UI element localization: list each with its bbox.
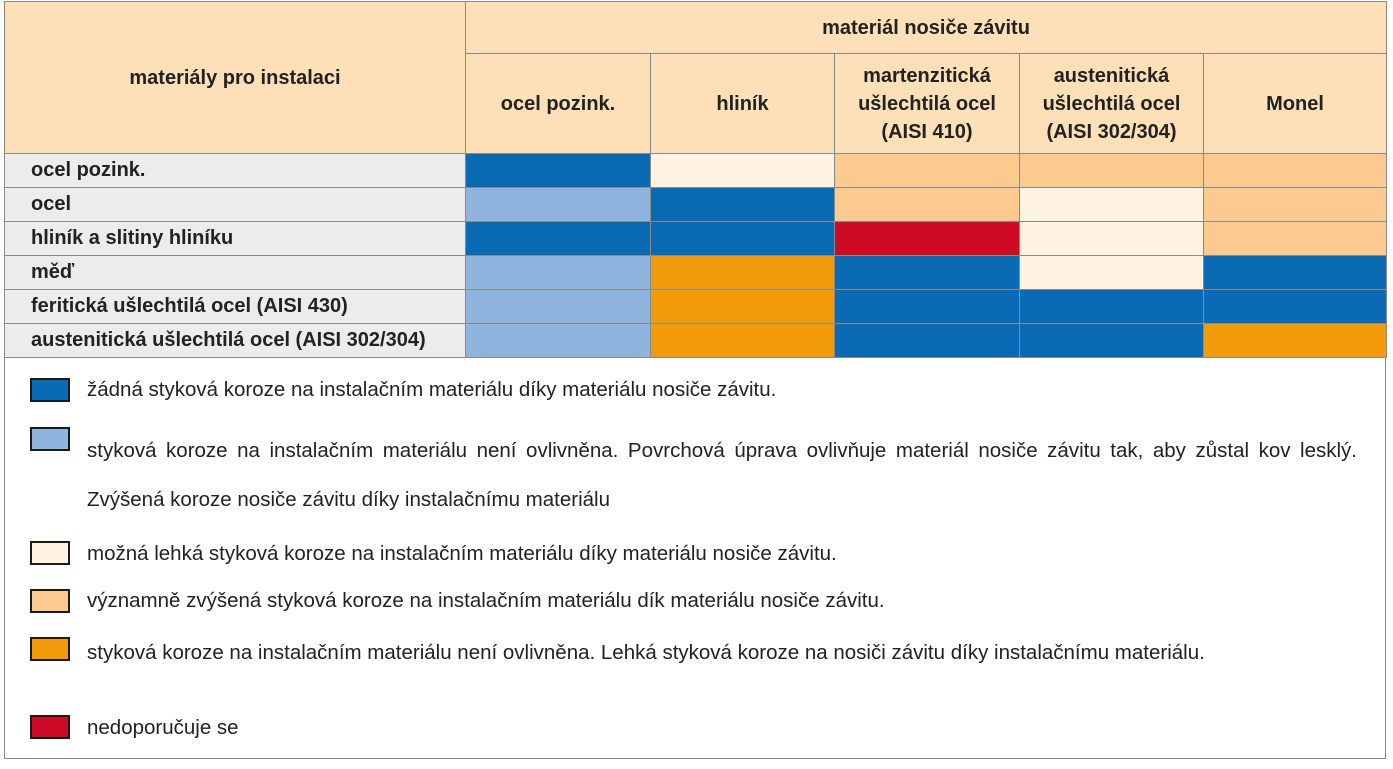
table-row xyxy=(5,290,1387,324)
row-label: ocel pozink. xyxy=(5,154,466,188)
column-header-line: ocel pozink. xyxy=(500,92,616,115)
legend-text: možná lehká styková koroze na instalačním materiálu díky materiálu nosiče závitu. xyxy=(87,542,837,565)
row-label: austenitická ušlechtilá ocel (AISI 302/304) xyxy=(5,324,466,358)
legend-swatch-cream xyxy=(30,541,70,565)
legend-text: nedoporučuje se xyxy=(87,716,239,739)
matrix-cell-dark-blue xyxy=(1204,290,1387,324)
matrix-cell-light-orange xyxy=(1020,154,1204,188)
row-label: feritická ušlechtilá ocel (AISI 430) xyxy=(5,290,466,324)
column-header-line: ušlechtilá ocel xyxy=(1042,92,1181,115)
matrix-cell-dark-blue xyxy=(466,154,651,188)
table-row xyxy=(5,188,1387,222)
legend-text: styková koroze na instalačním materiálu není ovlivněna. Povrchová úprava ovlivňuje materiál nosiče závitu tak, aby zůstal kov lesklý. Zvýšená koroze nosiče závitu díky instalačnímu materiálu xyxy=(87,439,1357,511)
column-header-line: ušlechtilá ocel xyxy=(858,92,996,115)
table-body xyxy=(5,154,1387,358)
matrix-cell-light-blue xyxy=(466,290,651,324)
table-row xyxy=(5,154,1387,188)
matrix-cell-light-orange xyxy=(835,188,1020,222)
group-header-label: materiál nosiče závitu xyxy=(822,16,1030,39)
column-header-line: Monel xyxy=(1266,92,1324,115)
column-header-line: austenitická xyxy=(1053,64,1170,87)
table-row xyxy=(5,324,1387,358)
column-header-line: (AISI 410) xyxy=(881,120,973,143)
corner-label: materiály pro instalaci xyxy=(129,66,341,89)
matrix-cell-light-orange xyxy=(1204,154,1387,188)
matrix-cell-light-blue xyxy=(466,188,651,222)
column-header-hlinik xyxy=(651,54,835,154)
legend-swatch-red xyxy=(30,715,70,739)
matrix-cell-light-orange xyxy=(835,154,1020,188)
row-label: měď xyxy=(5,256,466,290)
column-header-austeniticka-uslechtila-ocel-aisi-302-304 xyxy=(1020,54,1204,154)
matrix-cell-dark-blue xyxy=(651,188,835,222)
column-header-ocel-pozink xyxy=(466,54,651,154)
matrix-cell-cream xyxy=(1020,188,1204,222)
compatibility-table xyxy=(4,1,1387,358)
legend-swatch-light-blue xyxy=(30,427,70,451)
row-label: hliník a slitiny hliníku xyxy=(5,222,466,256)
legend-swatch-light-orange xyxy=(30,589,70,613)
group-header xyxy=(466,2,1387,54)
legend-text: styková koroze na instalačním materiálu není ovlivněna. Lehká styková koroze na nosiči závitu díky instalačnímu materiálu. xyxy=(87,641,1205,664)
matrix-cell-dark-blue xyxy=(466,222,651,256)
matrix-cell-dark-blue xyxy=(1020,324,1204,358)
matrix-cell-dark-blue xyxy=(651,222,835,256)
matrix-cell-dark-blue xyxy=(835,256,1020,290)
matrix-cell-dark-blue xyxy=(835,324,1020,358)
matrix-cell-dark-blue xyxy=(835,290,1020,324)
matrix-cell-light-blue xyxy=(466,324,651,358)
matrix-cell-dark-blue xyxy=(1204,256,1387,290)
row-label: ocel xyxy=(5,188,466,222)
matrix-cell-orange xyxy=(651,324,835,358)
matrix-cell-dark-blue xyxy=(1020,290,1204,324)
column-header-line: hliník xyxy=(716,92,769,115)
column-header-monel xyxy=(1204,54,1387,154)
matrix-cell-orange xyxy=(1204,324,1387,358)
column-header-line: (AISI 302/304) xyxy=(1046,120,1177,143)
legend-swatch-dark-blue xyxy=(30,378,70,402)
column-header-martenziticka-uslechtila-ocel-aisi-410 xyxy=(835,54,1020,154)
legend-swatch-orange xyxy=(30,637,70,661)
legend-text: významně zvýšená styková koroze na instalačním materiálu dík materiálu nosiče závitu. xyxy=(87,589,885,612)
table-row xyxy=(5,256,1387,290)
matrix-cell-cream xyxy=(1020,222,1204,256)
matrix-cell-cream xyxy=(1020,256,1204,290)
matrix-cell-light-orange xyxy=(1204,188,1387,222)
table-row xyxy=(5,222,1387,256)
matrix-cell-light-blue xyxy=(466,256,651,290)
column-header-line: martenzitická xyxy=(863,64,991,87)
matrix-cell-red xyxy=(835,222,1020,256)
legend-text: žádná styková koroze na instalačním materiálu díky materiálu nosiče závitu. xyxy=(87,378,777,401)
corner-header xyxy=(5,2,466,154)
matrix-cell-orange xyxy=(651,256,835,290)
matrix-cell-orange xyxy=(651,290,835,324)
matrix-cell-cream xyxy=(651,154,835,188)
matrix-cell-light-orange xyxy=(1204,222,1387,256)
